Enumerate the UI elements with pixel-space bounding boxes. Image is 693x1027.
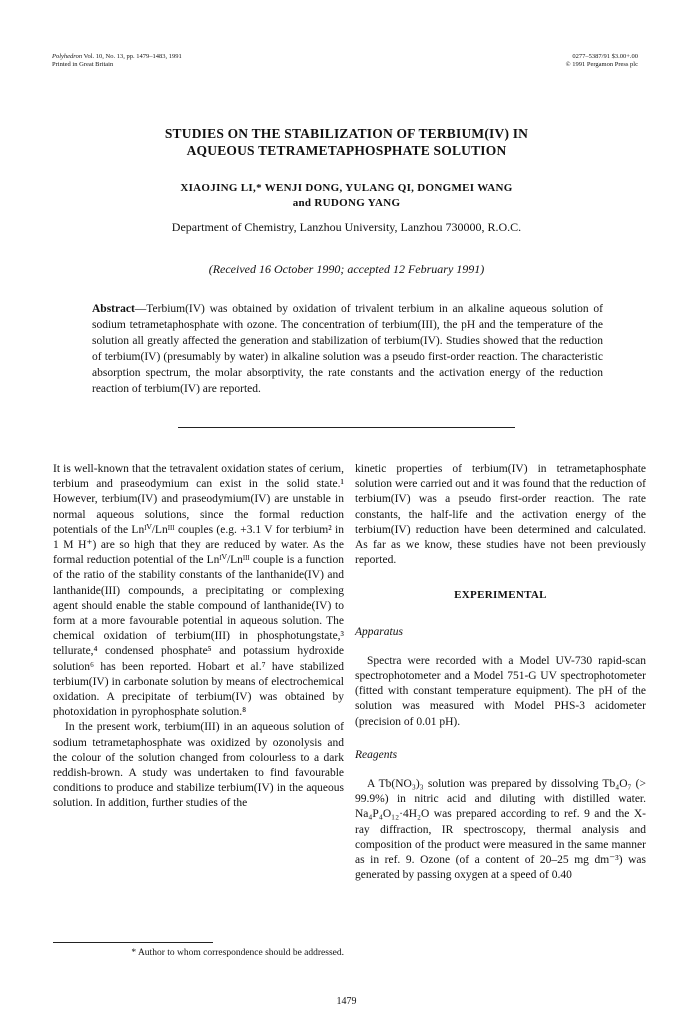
footnote-divider xyxy=(53,942,213,943)
received-dates: (Received 16 October 1990; accepted 12 February 1991) xyxy=(208,262,485,276)
section-heading-experimental: EXPERIMENTAL xyxy=(454,589,547,602)
paper-title xyxy=(60,125,633,159)
abstract xyxy=(92,302,603,397)
abstract-label: Abstract xyxy=(92,303,135,315)
left-column xyxy=(53,462,344,812)
journal-name: Polyhedron xyxy=(52,53,83,60)
journal-code: 0277–5387/91 $3.00+.00 xyxy=(572,53,638,60)
journal-citation xyxy=(52,53,182,68)
abstract-divider xyxy=(178,427,515,428)
page-number: 1479 xyxy=(336,996,357,1007)
title-line-2: AQUEOUS TETRAMETAPHOSPHATE SOLUTION xyxy=(186,143,507,158)
printed-note: Printed in Great Britain xyxy=(52,60,114,68)
title-line-1: STUDIES ON THE STABILIZATION OF TERBIUM(IV) IN xyxy=(164,126,529,141)
intro-paragraph-2: In the present work, terbium(III) in an aqueous solution of sodium tetrametaphosphate was oxidized by ozonolysis and the colour of the solution changed from colourless to a dark reddish-brown. A study was undertaken to find favourable conditions to produce and stabilize terbium(IV) in the aqueous solution. In addition, further studies of the xyxy=(53,721,344,810)
journal-code-block xyxy=(566,53,638,68)
author-list xyxy=(60,181,633,211)
intro-paragraph-1: It is well-known that the tetravalent oxidation states of cerium, terbium and praseodymium can exist in the solid state.¹ However, terbium(IV) and praseodymium(IV) are unstable in normal aqueous solutions, since the formal reduction potentials of the Lnᴵⱽ/Lnᴵᴵᴵ couples (e.g. +3.1 V for terbium² in 1 M H⁺) are so high that they are reduced by water. As the formal reduction potential of the Lnᴵⱽ/Lnᴵᴵᴵ couple is a function of the ratio of the stability constants of the lanthanide(IV) and lanthanide(III) compounds, a precipitating or complexing agent should enable the stable compound of lanthanide(IV) to form at a more favourable potential in aqueous solution. The chemical oxidation of terbium(III) in phosphotungstate,³ tellurate,⁴ condensed phosphate⁵ and potassium hydroxide solution⁶ has been reported. Hobart et al.⁷ have stabilized terbium(IV) in carbonate solution by means of electrochemical oxidation. A precipitate of terbium(IV) was obtained by photoxidation in pyrophosphate solution.⁸ xyxy=(53,463,344,719)
reagents-paragraph: A Tb(NO₃)₃ solution was prepared by dissolving Tb₄O₇ (> 99.9%) in nitric acid and diluting with distilled water. Na₄P₄O₁₂·4H₂O was prepared according to ref. 9 and the X-ray diffraction, IR spectroscopy, thermal analysis and composition of the product were measured in the same manner as in ref. 9. Ozone (of a content of 20–25 mg dm⁻³) was generated by passing oxygen at a speed of 0.40 xyxy=(355,778,646,882)
subsection-apparatus: Apparatus xyxy=(355,625,403,638)
intro-continuation: kinetic properties of terbium(IV) in tetrametaphosphate solution were carried out and it was found that the reduction of terbium(IV) was a pseudo first-order reaction. The rate constants, the half-life and the activation energy of the terbium(IV) reduction have been determined and calculated. As far as we know, these studies have not been previously reported. xyxy=(355,463,646,567)
authors-line-1: XIAOJING LI,* WENJI DONG, YULANG QI, DONGMEI WANG xyxy=(180,182,513,194)
footnote: * Author to whom correspondence should be addressed. xyxy=(131,948,344,958)
copyright: © 1991 Pergamon Press plc xyxy=(565,60,638,68)
affiliation: Department of Chemistry, Lanzhou University, Lanzhou 730000, R.O.C. xyxy=(171,220,522,234)
apparatus-paragraph: Spectra were recorded with a Model UV-730 rapid-scan spectrophotometer and a Model 751-G UV spectrophotometer (fitted with constant temperature equipment). The pH of the solution was measured with Model PHS-3 acidometer (precision of 0.01 pH). xyxy=(355,654,646,728)
journal-ref: Vol. 10, No. 13, pp. 1479–1483, 1991 xyxy=(82,53,182,60)
right-column xyxy=(355,462,646,883)
subsection-reagents: Reagents xyxy=(355,748,398,761)
abstract-text: —Terbium(IV) was obtained by oxidation of trivalent terbium in an alkaline aqueous solution of sodium tetrametaphosphate with ozone. The concentration of terbium(III), the pH and the temperature of the solution all greatly affected the generation and stabilization of terbium(IV). Studies showed that the reduction of terbium(IV) (presumably by water) in alkaline solution was a pseudo first-order reaction. The characteristic absorption spectrum, the molar absorptivity, the rate constants and the activation energy of the reduction reaction of terbium(IV) are reported. xyxy=(92,303,603,395)
authors-line-2: and RUDONG YANG xyxy=(292,197,401,209)
